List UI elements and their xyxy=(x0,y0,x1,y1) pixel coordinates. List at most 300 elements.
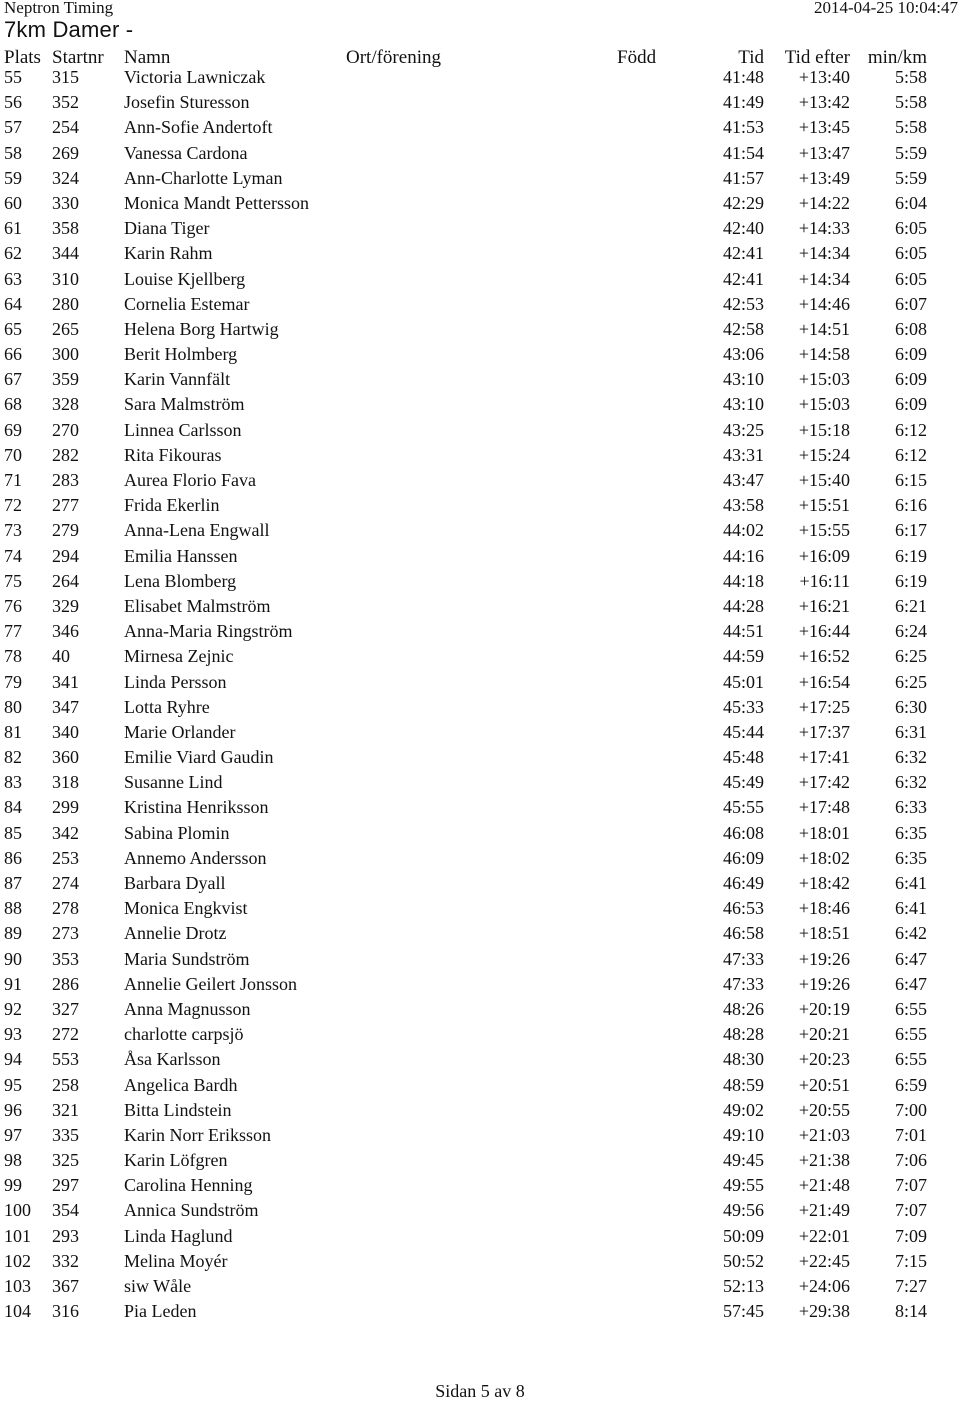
cell-tid: 47:33 xyxy=(722,973,764,994)
cell-namn: Annelie Drotz xyxy=(124,923,227,944)
table-row xyxy=(0,947,960,972)
cell-namn: Josefin Sturesson xyxy=(124,92,250,113)
table-row xyxy=(0,594,960,619)
cell-startnr: 325 xyxy=(52,1150,79,1171)
cell-min-km: 6:17 xyxy=(894,520,927,541)
table-row xyxy=(0,619,960,644)
cell-namn: Marie Orlander xyxy=(124,721,236,742)
table-row xyxy=(0,846,960,871)
cell-min-km: 6:16 xyxy=(894,495,927,516)
table-row xyxy=(0,342,960,367)
cell-tid-efter: +15:03 xyxy=(798,394,850,415)
cell-plats: 82 xyxy=(4,747,22,768)
cell-tid: 47:33 xyxy=(722,948,764,969)
cell-startnr: 265 xyxy=(52,318,79,339)
table-row xyxy=(0,896,960,921)
cell-plats: 75 xyxy=(4,570,22,591)
cell-min-km: 6:09 xyxy=(894,344,927,365)
cell-startnr: 342 xyxy=(52,822,79,843)
cell-min-km: 6:07 xyxy=(894,293,927,314)
cell-startnr: 258 xyxy=(52,1074,79,1095)
cell-tid: 42:40 xyxy=(722,218,764,239)
col-header-startnr: Startnr xyxy=(52,47,104,68)
cell-startnr: 318 xyxy=(52,772,79,793)
cell-plats: 80 xyxy=(4,696,22,717)
cell-tid: 46:49 xyxy=(722,873,764,893)
cell-tid: 43:31 xyxy=(722,444,764,465)
cell-tid: 50:52 xyxy=(722,1250,764,1271)
cell-namn: Linda Persson xyxy=(124,671,227,692)
cell-namn: Annica Sundström xyxy=(124,1200,259,1221)
cell-startnr: 340 xyxy=(52,721,79,742)
cell-namn: Bitta Lindstein xyxy=(124,1099,232,1120)
cell-min-km: 6:41 xyxy=(894,873,927,893)
cell-tid-efter: +14:34 xyxy=(798,268,850,289)
cell-tid: 48:59 xyxy=(722,1074,764,1095)
cell-tid-efter: +18:42 xyxy=(798,873,850,893)
cell-namn: Aurea Florio Fava xyxy=(124,470,256,490)
table-row xyxy=(0,644,960,669)
cell-tid: 50:09 xyxy=(722,1225,764,1246)
cell-tid-efter: +16:54 xyxy=(798,671,850,692)
cell-tid-efter: +18:46 xyxy=(798,898,850,919)
cell-min-km: 6:47 xyxy=(894,973,927,994)
cell-min-km: 6:35 xyxy=(894,822,927,843)
cell-startnr: 360 xyxy=(52,747,79,768)
cell-tid-efter: +13:49 xyxy=(798,167,850,188)
cell-tid-efter: +18:51 xyxy=(798,923,850,944)
cell-tid-efter: +20:23 xyxy=(798,1049,850,1070)
cell-min-km: 6:55 xyxy=(894,998,927,1019)
cell-namn: Diana Tiger xyxy=(124,218,210,239)
table-row xyxy=(0,518,960,543)
cell-plats: 94 xyxy=(4,1049,22,1070)
cell-tid-efter: +20:21 xyxy=(798,1024,850,1045)
cell-namn: Maria Sundström xyxy=(124,948,250,969)
cell-plats: 57 xyxy=(4,117,22,138)
col-header-fodd: Född xyxy=(617,47,657,68)
cell-tid-efter: +17:48 xyxy=(798,797,850,818)
cell-min-km: 6:19 xyxy=(894,570,927,591)
cell-namn: Elisabet Malmström xyxy=(124,595,271,616)
cell-tid-efter: +14:58 xyxy=(798,344,850,365)
cell-tid: 41:53 xyxy=(722,117,764,138)
cell-min-km: 8:14 xyxy=(894,1301,927,1322)
table-row xyxy=(0,1224,960,1249)
cell-tid: 46:09 xyxy=(722,847,764,868)
cell-min-km: 7:07 xyxy=(894,1175,927,1196)
cell-namn: Monica Engkvist xyxy=(124,898,248,919)
cell-min-km: 7:00 xyxy=(894,1099,927,1120)
cell-namn: Karin Vannfält xyxy=(124,369,231,390)
cell-min-km: 6:42 xyxy=(894,923,927,944)
cell-startnr: 353 xyxy=(52,948,79,969)
cell-startnr: 297 xyxy=(52,1175,79,1196)
cell-min-km: 5:58 xyxy=(894,117,927,138)
cell-min-km: 6:12 xyxy=(894,419,927,440)
table-row xyxy=(0,292,960,317)
cell-plats: 83 xyxy=(4,772,22,793)
cell-plats: 55 xyxy=(4,67,22,87)
cell-tid-efter: +20:51 xyxy=(798,1074,850,1095)
cell-plats: 78 xyxy=(4,646,22,667)
cell-tid-efter: +29:38 xyxy=(798,1301,850,1322)
table-row xyxy=(0,468,960,493)
cell-min-km: 6:09 xyxy=(894,369,927,390)
cell-tid: 41:54 xyxy=(722,142,764,163)
cell-startnr: 278 xyxy=(52,898,79,919)
cell-namn: Anna-Lena Engwall xyxy=(124,520,270,541)
cell-min-km: 6:59 xyxy=(894,1074,927,1095)
cell-tid: 48:26 xyxy=(722,998,764,1019)
cell-tid: 45:49 xyxy=(722,772,764,793)
table-row xyxy=(0,166,960,191)
cell-startnr: 347 xyxy=(52,696,79,717)
cell-plats: 64 xyxy=(4,293,22,314)
cell-plats: 65 xyxy=(4,318,22,339)
cell-min-km: 7:09 xyxy=(894,1225,927,1246)
cell-min-km: 6:32 xyxy=(894,772,927,793)
cell-tid: 45:48 xyxy=(722,747,764,768)
cell-namn: Melina Moyér xyxy=(124,1250,228,1271)
cell-tid: 57:45 xyxy=(722,1301,764,1322)
cell-tid-efter: +13:42 xyxy=(798,92,850,113)
cell-min-km: 6:32 xyxy=(894,747,927,768)
race-title: 7km Damer - xyxy=(4,17,134,42)
cell-startnr: 316 xyxy=(52,1301,79,1322)
table-row xyxy=(0,1022,960,1047)
col-header-ort: Ort/förening xyxy=(346,47,441,68)
cell-tid: 42:41 xyxy=(722,268,764,289)
cell-tid-efter: +17:41 xyxy=(798,747,850,768)
cell-tid-efter: +15:03 xyxy=(798,369,850,390)
cell-tid: 49:55 xyxy=(722,1175,764,1196)
cell-tid-efter: +15:40 xyxy=(798,470,850,490)
cell-min-km: 6:05 xyxy=(894,243,927,264)
table-row xyxy=(0,569,960,594)
cell-plats: 67 xyxy=(4,369,22,390)
cell-min-km: 6:33 xyxy=(894,797,927,818)
table-row xyxy=(0,695,960,720)
cell-min-km: 6:47 xyxy=(894,948,927,969)
cell-startnr: 321 xyxy=(52,1099,79,1120)
cell-plats: 79 xyxy=(4,671,22,692)
results-table xyxy=(0,65,960,1324)
cell-tid: 43:10 xyxy=(722,369,764,390)
table-row xyxy=(0,1274,960,1299)
table-row xyxy=(0,921,960,946)
cell-min-km: 6:09 xyxy=(894,394,927,415)
cell-tid: 45:44 xyxy=(722,721,764,742)
cell-plats: 62 xyxy=(4,243,22,264)
cell-tid-efter: +21:48 xyxy=(798,1175,850,1196)
cell-startnr: 346 xyxy=(52,621,79,642)
cell-startnr: 40 xyxy=(52,646,70,667)
cell-min-km: 6:55 xyxy=(894,1024,927,1045)
cell-plats: 104 xyxy=(4,1301,31,1322)
cell-namn: Emilie Viard Gaudin xyxy=(124,747,274,768)
cell-tid: 49:02 xyxy=(722,1099,764,1120)
cell-tid-efter: +17:25 xyxy=(798,696,850,717)
table-row xyxy=(0,241,960,266)
cell-min-km: 7:06 xyxy=(894,1150,927,1171)
cell-namn: Ann-Sofie Andertoft xyxy=(124,117,273,138)
cell-tid: 44:51 xyxy=(722,621,764,642)
cell-plats: 92 xyxy=(4,998,22,1019)
cell-startnr: 280 xyxy=(52,293,79,314)
cell-min-km: 6:12 xyxy=(894,444,927,465)
table-row xyxy=(0,972,960,997)
col-header-plats: Plats xyxy=(4,47,41,68)
table-row xyxy=(0,317,960,342)
cell-min-km: 7:07 xyxy=(894,1200,927,1221)
cell-startnr: 330 xyxy=(52,192,79,213)
cell-namn: Frida Ekerlin xyxy=(124,495,220,516)
cell-min-km: 6:08 xyxy=(894,318,927,339)
col-header-min-km: min/km xyxy=(867,47,927,68)
table-row xyxy=(0,745,960,770)
cell-tid-efter: +18:02 xyxy=(798,847,850,868)
table-row xyxy=(0,821,960,846)
cell-tid-efter: +15:51 xyxy=(798,495,850,516)
cell-namn: Louise Kjellberg xyxy=(124,268,246,289)
cell-startnr: 335 xyxy=(52,1124,79,1145)
table-row xyxy=(0,392,960,417)
cell-plats: 84 xyxy=(4,797,22,818)
table-row xyxy=(0,493,960,518)
cell-namn: Emilia Hanssen xyxy=(124,545,238,566)
cell-namn: Helena Borg Hartwig xyxy=(124,318,279,339)
table-row xyxy=(0,1249,960,1274)
document-header xyxy=(0,0,960,18)
cell-tid-efter: +16:11 xyxy=(799,570,850,591)
cell-tid: 48:30 xyxy=(722,1049,764,1070)
table-row xyxy=(0,1123,960,1148)
cell-tid: 41:48 xyxy=(722,67,764,87)
cell-min-km: 7:15 xyxy=(894,1250,927,1271)
cell-min-km: 6:55 xyxy=(894,1049,927,1070)
cell-plats: 85 xyxy=(4,822,22,843)
cell-tid: 44:02 xyxy=(722,520,764,541)
cell-tid-efter: +14:22 xyxy=(798,192,850,213)
cell-startnr: 328 xyxy=(52,394,79,415)
cell-namn: Angelica Bardh xyxy=(124,1074,238,1095)
cell-namn: Victoria Lawniczak xyxy=(124,67,266,87)
table-row xyxy=(0,1299,960,1324)
cell-tid-efter: +14:46 xyxy=(798,293,850,314)
cell-tid-efter: +20:19 xyxy=(798,998,850,1019)
cell-tid: 45:33 xyxy=(722,696,764,717)
cell-startnr: 294 xyxy=(52,545,79,566)
cell-namn: Annemo Andersson xyxy=(124,847,267,868)
cell-startnr: 277 xyxy=(52,495,79,516)
cell-tid-efter: +14:33 xyxy=(798,218,850,239)
cell-startnr: 367 xyxy=(52,1276,79,1296)
cell-tid: 44:18 xyxy=(722,570,764,591)
cell-tid-efter: +15:24 xyxy=(798,444,850,465)
cell-plats: 98 xyxy=(4,1150,22,1171)
cell-tid: 43:47 xyxy=(722,470,764,490)
cell-startnr: 283 xyxy=(52,470,79,490)
col-header-tid-efter: Tid efter xyxy=(784,47,850,68)
cell-min-km: 6:04 xyxy=(894,192,927,213)
cell-plats: 77 xyxy=(4,621,22,642)
cell-startnr: 352 xyxy=(52,92,79,113)
cell-plats: 56 xyxy=(4,92,22,113)
cell-tid: 42:53 xyxy=(722,293,764,314)
cell-tid-efter: +15:55 xyxy=(798,520,850,541)
cell-min-km: 6:19 xyxy=(894,545,927,566)
cell-tid: 43:06 xyxy=(722,344,764,365)
table-row xyxy=(0,670,960,695)
table-row xyxy=(0,1173,960,1198)
cell-startnr: 274 xyxy=(52,873,79,893)
table-row xyxy=(0,770,960,795)
cell-plats: 70 xyxy=(4,444,22,465)
cell-plats: 93 xyxy=(4,1024,22,1045)
table-row xyxy=(0,90,960,115)
cell-tid-efter: +21:38 xyxy=(798,1150,850,1171)
cell-tid-efter: +13:47 xyxy=(798,142,850,163)
cell-startnr: 272 xyxy=(52,1024,79,1045)
cell-min-km: 6:05 xyxy=(894,268,927,289)
cell-tid-efter: +20:55 xyxy=(798,1099,850,1120)
cell-tid: 44:28 xyxy=(722,595,764,616)
cell-namn: Kristina Henriksson xyxy=(124,797,269,818)
cell-plats: 99 xyxy=(4,1175,22,1196)
cell-plats: 72 xyxy=(4,495,22,516)
table-row xyxy=(0,191,960,216)
cell-min-km: 5:59 xyxy=(894,142,927,163)
cell-tid: 42:41 xyxy=(722,243,764,264)
cell-namn: Sabina Plomin xyxy=(124,822,230,843)
cell-tid: 43:25 xyxy=(722,419,764,440)
cell-startnr: 310 xyxy=(52,268,79,289)
cell-namn: Rita Fikouras xyxy=(124,444,222,465)
col-header-namn: Namn xyxy=(124,47,171,68)
cell-tid-efter: +15:18 xyxy=(798,419,850,440)
table-row xyxy=(0,1148,960,1173)
table-row xyxy=(0,267,960,292)
cell-startnr: 270 xyxy=(52,419,79,440)
cell-namn: Pia Leden xyxy=(124,1301,197,1322)
cell-min-km: 7:01 xyxy=(894,1124,927,1145)
cell-namn: Carolina Henning xyxy=(124,1175,253,1196)
cell-plats: 102 xyxy=(4,1250,31,1271)
cell-startnr: 279 xyxy=(52,520,79,541)
table-row xyxy=(0,65,960,90)
cell-min-km: 5:59 xyxy=(894,167,927,188)
cell-min-km: 6:15 xyxy=(894,470,927,490)
cell-startnr: 327 xyxy=(52,998,79,1019)
table-row xyxy=(0,997,960,1022)
cell-tid: 45:01 xyxy=(722,671,764,692)
cell-startnr: 253 xyxy=(52,847,79,868)
cell-plats: 63 xyxy=(4,268,22,289)
cell-tid: 52:13 xyxy=(722,1276,764,1296)
cell-namn: charlotte carpsjö xyxy=(124,1024,244,1045)
cell-namn: Berit Holmberg xyxy=(124,344,238,365)
cell-startnr: 329 xyxy=(52,595,79,616)
cell-startnr: 293 xyxy=(52,1225,79,1246)
cell-namn: Linda Haglund xyxy=(124,1225,233,1246)
table-row xyxy=(0,1047,960,1072)
cell-min-km: 6:05 xyxy=(894,218,927,239)
cell-startnr: 315 xyxy=(52,67,79,87)
table-row xyxy=(0,418,960,443)
cell-plats: 87 xyxy=(4,873,22,893)
cell-tid-efter: +19:26 xyxy=(798,948,850,969)
cell-plats: 66 xyxy=(4,344,22,365)
cell-plats: 97 xyxy=(4,1124,22,1145)
cell-plats: 89 xyxy=(4,923,22,944)
cell-plats: 88 xyxy=(4,898,22,919)
cell-namn: Lena Blomberg xyxy=(124,570,237,591)
cell-plats: 91 xyxy=(4,973,22,994)
cell-startnr: 286 xyxy=(52,973,79,994)
cell-plats: 58 xyxy=(4,142,22,163)
cell-namn: Lotta Ryhre xyxy=(124,696,210,717)
cell-namn: Karin Löfgren xyxy=(124,1150,228,1171)
cell-startnr: 359 xyxy=(52,369,79,390)
cell-tid-efter: +22:45 xyxy=(798,1250,850,1271)
cell-plats: 71 xyxy=(4,470,22,490)
cell-plats: 103 xyxy=(4,1276,31,1296)
cell-tid: 49:45 xyxy=(722,1150,764,1171)
table-row xyxy=(0,141,960,166)
cell-tid-efter: +19:26 xyxy=(798,973,850,994)
cell-namn: Åsa Karlsson xyxy=(124,1049,221,1070)
table-row xyxy=(0,216,960,241)
cell-tid-efter: +21:49 xyxy=(798,1200,850,1221)
cell-tid-efter: +14:34 xyxy=(798,243,850,264)
cell-plats: 74 xyxy=(4,545,22,566)
cell-plats: 86 xyxy=(4,847,22,868)
cell-namn: Karin Norr Eriksson xyxy=(124,1124,271,1145)
cell-min-km: 6:35 xyxy=(894,847,927,868)
cell-startnr: 332 xyxy=(52,1250,79,1271)
cell-min-km: 5:58 xyxy=(894,67,927,87)
cell-plats: 90 xyxy=(4,948,22,969)
cell-tid-efter: +24:06 xyxy=(798,1276,850,1296)
table-row xyxy=(0,1073,960,1098)
cell-startnr: 341 xyxy=(52,671,79,692)
cell-namn: Ann-Charlotte Lyman xyxy=(124,167,283,188)
cell-plats: 81 xyxy=(4,721,22,742)
cell-namn: Anna-Maria Ringström xyxy=(124,621,293,642)
cell-namn: Susanne Lind xyxy=(124,772,223,793)
cell-plats: 60 xyxy=(4,192,22,213)
cell-startnr: 282 xyxy=(52,444,79,465)
cell-plats: 96 xyxy=(4,1099,22,1120)
cell-namn: Cornelia Estemar xyxy=(124,293,250,314)
cell-startnr: 269 xyxy=(52,142,79,163)
cell-tid: 44:16 xyxy=(722,545,764,566)
cell-min-km: 7:27 xyxy=(894,1276,927,1296)
cell-plats: 100 xyxy=(4,1200,31,1221)
cell-namn: Mirnesa Zejnic xyxy=(124,646,234,667)
cell-startnr: 299 xyxy=(52,797,79,818)
table-row xyxy=(0,1198,960,1223)
cell-tid: 43:10 xyxy=(722,394,764,415)
cell-plats: 76 xyxy=(4,595,22,616)
cell-min-km: 6:31 xyxy=(894,721,927,742)
cell-tid-efter: +13:45 xyxy=(798,117,850,138)
cell-startnr: 358 xyxy=(52,218,79,239)
table-row xyxy=(0,795,960,820)
cell-tid-efter: +21:03 xyxy=(798,1124,850,1145)
cell-namn: Barbara Dyall xyxy=(124,873,226,893)
